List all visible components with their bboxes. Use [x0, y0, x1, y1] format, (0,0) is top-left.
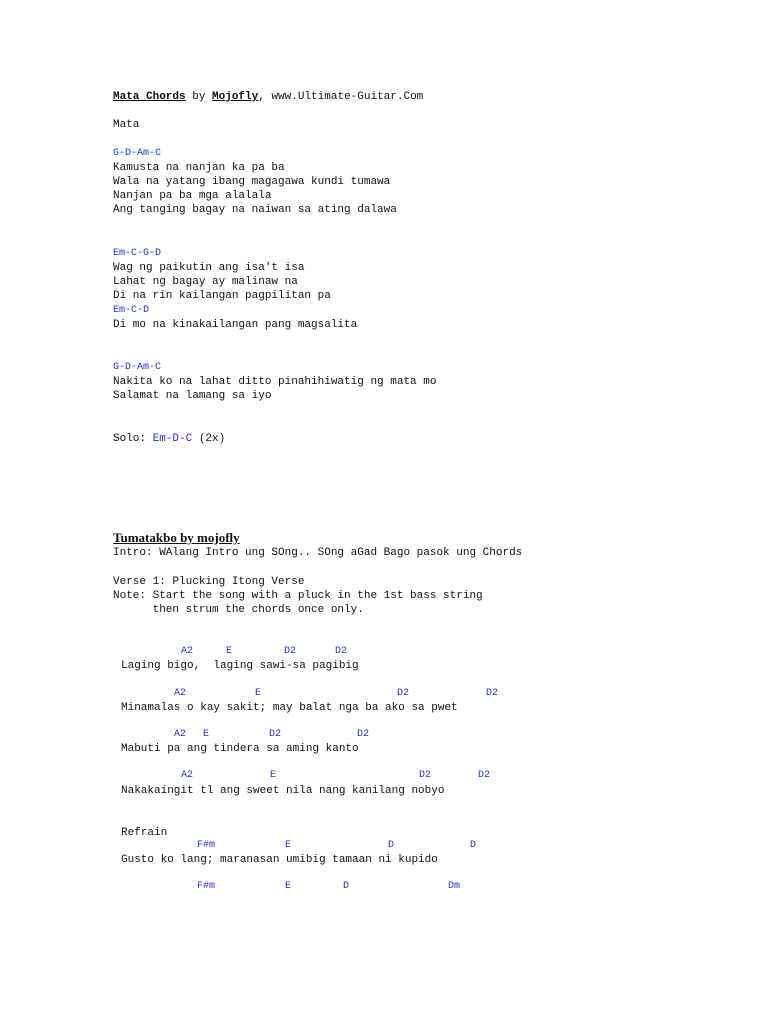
- chord-line: Em-C-G-D: [113, 248, 162, 259]
- chord-line: G-D-Am-C: [113, 148, 162, 159]
- song2-title: Tumatakbo by mojofly: [113, 530, 240, 545]
- chord: A2: [181, 646, 194, 657]
- song1-name: Mata: [113, 119, 140, 131]
- lyric-line: Di mo na kinakailangan pang magsalita: [113, 319, 358, 331]
- lyric-line: Minamalas o kay sakit; may balat nga ba ako sa pwet: [121, 702, 458, 714]
- chord: D2: [478, 770, 491, 781]
- lyric-line: Mabuti pa ang tindera sa aming kanto: [121, 743, 359, 755]
- chord: D2: [284, 646, 297, 657]
- solo-repeat: (2x): [192, 433, 226, 445]
- chord: D: [388, 840, 395, 851]
- solo-label: Solo:: [113, 433, 153, 445]
- chord: D2: [419, 770, 432, 781]
- chord-line: G-D-Am-C: [113, 362, 162, 373]
- lyric-line: Kamusta na nanjan ka pa ba: [113, 162, 285, 174]
- song2-intro: Intro: WAlang Intro ung SOng.. SOng aGad Bago pasok ung Chords: [113, 547, 523, 559]
- chord-line: Em-C-D: [113, 305, 150, 316]
- chord: D2: [397, 688, 410, 699]
- song1-artist[interactable]: Mojofly: [212, 91, 259, 103]
- lyric-line: Gusto ko lang; maranasan umibig tamaan ni kupido: [121, 854, 438, 866]
- song2-note: then strum the chords once only.: [113, 604, 364, 616]
- chord: A2: [181, 770, 194, 781]
- lyric-line: Nakakaingit tl ang sweet nila nang kanilang nobyo: [121, 785, 445, 797]
- lyric-line: Salamat na lamang sa iyo: [113, 390, 272, 402]
- song1-by: by: [185, 91, 213, 103]
- solo-line: [113, 432, 225, 446]
- chord: A2: [174, 729, 187, 740]
- chord: Dm: [448, 881, 461, 892]
- song2-note: Note: Start the song with a pluck in the 1st bass string: [113, 590, 483, 602]
- chord: D2: [335, 646, 348, 657]
- song1-header: [113, 90, 423, 104]
- chord: D2: [269, 729, 282, 740]
- chord: D: [470, 840, 477, 851]
- chord: E: [285, 840, 292, 851]
- chord: F#m: [197, 881, 216, 892]
- song1-site: , www.Ultimate-Guitar.Com: [258, 91, 424, 103]
- lyric-line: Wala na yatang ibang magagawa kundi tumawa: [113, 176, 391, 188]
- lyric-line: Laging bigo, laging sawi-sa pagibig: [121, 660, 359, 672]
- chord: A2: [174, 688, 187, 699]
- song1-title[interactable]: Mata Chords: [113, 91, 186, 103]
- lyric-line: Wag ng paikutin ang isa't isa: [113, 262, 305, 274]
- chord: E: [203, 729, 210, 740]
- chord: D2: [357, 729, 370, 740]
- lyric-line: Ang tanging bagay na naiwan sa ating dalawa: [113, 204, 397, 216]
- lyric-line: Nakita ko na lahat ditto pinahihiwatig ng mata mo: [113, 376, 437, 388]
- chord: E: [285, 881, 292, 892]
- lyric-line: Lahat ng bagay ay malinaw na: [113, 276, 298, 288]
- solo-chords: Em-D-C: [152, 433, 193, 445]
- song2-verse-label: Verse 1: Plucking Itong Verse: [113, 576, 305, 588]
- chord: E: [270, 770, 277, 781]
- lyric-line: Nanjan pa ba mga alalala: [113, 190, 272, 202]
- chord: D: [343, 881, 350, 892]
- refrain-label: Refrain: [121, 827, 168, 839]
- chord: E: [255, 688, 262, 699]
- chord: E: [226, 646, 233, 657]
- chord: D2: [486, 688, 499, 699]
- chord: F#m: [197, 840, 216, 851]
- lyric-line: Di na rin kailangan pagpilitan pa: [113, 290, 331, 302]
